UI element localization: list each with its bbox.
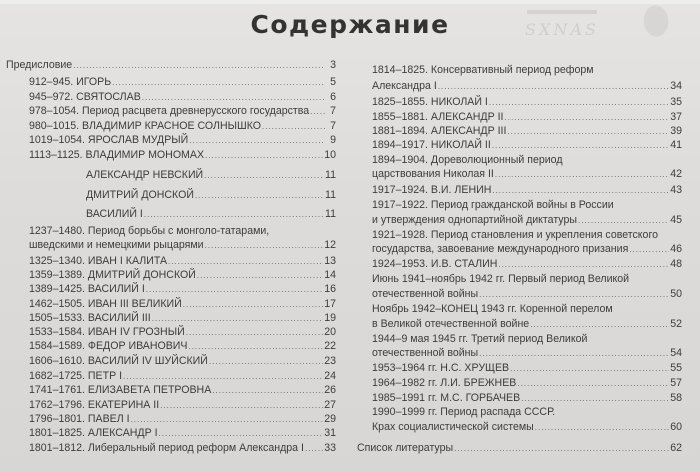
toc-entry [372, 165, 682, 181]
toc-entry-title: 1237–1480. Период борьбы с монголо-татарами, [29, 225, 270, 237]
toc-entry-page-number: 26 [324, 384, 336, 396]
toc-entry-title: 1533–1584. ИВАН IV ГРОЗНЫЙ [29, 326, 185, 338]
toc-entry [29, 131, 336, 147]
toc-entry [372, 77, 682, 93]
toc-entry-page-number: 60 [670, 421, 682, 433]
toc-entry [29, 102, 336, 118]
toc-entry-title: царствования Николая II [372, 168, 494, 180]
toc-entry-page-number: 45 [670, 214, 682, 226]
toc-entry-title: ВАСИЛИЙ I [86, 208, 143, 220]
toc-entry-page-number: 62 [670, 442, 682, 454]
toc-entry-title: 912–945. ИГОРЬ [29, 76, 112, 88]
watermark-text: SXNAS [525, 20, 599, 39]
toc-entry-title: 1389–1425. ВАСИЛИЙ I [29, 283, 145, 295]
dot-leader [144, 209, 324, 221]
toc-entry-title: 1917–1922. Период гражданской войны в России [372, 199, 614, 211]
toc-entry [29, 352, 336, 368]
toc-entry-title: Список литературы [357, 442, 454, 454]
toc-entry-page-number: 9 [330, 134, 336, 146]
dot-leader [535, 422, 669, 434]
toc-entry-page-number: 6 [330, 91, 336, 103]
toc-entry-title: 1796–1801. ПАВЕЛ I [29, 413, 130, 425]
toc-entry-page-number: 11 [325, 169, 336, 181]
toc-entry [357, 439, 682, 455]
toc-entry-title: 1953–1964 гг. Н.С. ХРУЩЕВ [372, 362, 510, 374]
toc-entry-page-number: 42 [670, 168, 682, 180]
toc-entry-page-number: 11 [325, 208, 336, 220]
toc-entry-title: и утверждения однопартийной диктатуры [372, 214, 577, 226]
toc-entry [372, 403, 682, 419]
toc-entry [372, 211, 682, 227]
toc-entry-title: 1825–1855. НИКОЛАЙ I [372, 96, 488, 108]
toc-entry-title: 1894–1917. НИКОЛАЙ II [372, 139, 491, 151]
toc-entry-title: отечественной войны [372, 288, 479, 300]
toc-entry-title: 1881–1894. АЛЕКСАНДР III [372, 125, 507, 137]
toc-entry-title: 1990–1999 гг. Период распада СССР. [372, 406, 556, 418]
toc-entry-page-number: 20 [324, 326, 336, 338]
toc-entry-title: 1113–1125. ВЛАДИМИР МОНОМАХ [29, 149, 205, 161]
toc-entry-title: 1325–1340. ИВАН I КАЛИТА [29, 255, 168, 267]
toc-entry-title: Предисловие [6, 59, 73, 71]
toc-entry-page-number: 46 [670, 243, 682, 255]
toc-entry-title: Июнь 1941–ноябрь 1942 гг. Первый период Великой [372, 273, 630, 285]
toc-entry [372, 136, 682, 152]
dot-leader [305, 443, 323, 455]
toc-entry-page-number: 41 [670, 139, 682, 151]
toc-entry [372, 374, 682, 390]
toc-entry-title: в Великой отечественной войне [372, 318, 530, 330]
toc-entry-title: 1964–1982 гг. Л.И. БРЕЖНЕВ [372, 377, 517, 389]
toc-entry-title: 1985–1991 гг. М.С. ГОРБАЧЕВ [372, 392, 521, 404]
toc-entry-page-number: 3 [330, 59, 336, 71]
toc-entry-page-number: 19 [324, 312, 336, 324]
toc-entry [29, 236, 336, 252]
toc-entry-page-number: 31 [324, 427, 336, 439]
toc-entry-title: 1359–1389. ДМИТРИЙ ДОНСКОЙ [29, 269, 196, 281]
toc-entry-page-number: 58 [670, 392, 682, 404]
page-title: Содержание [250, 10, 450, 39]
toc-entry-page-number: 57 [670, 377, 682, 389]
toc-entry-title: 1921–1928. Период становления и укрепления советского [372, 229, 658, 241]
dot-leader [204, 170, 324, 182]
toc-entry-title: 1917–1924. В.И. ЛЕНИН [372, 184, 492, 196]
toc-entry-title: 1606–1610. ВАСИЛИЙ IV ШУЙСКИЙ [29, 355, 208, 367]
toc-entry-page-number: 14 [324, 269, 336, 281]
toc-entry [29, 146, 336, 162]
toc-entry-title: 1894–1904. Дореволюционный период [372, 154, 563, 166]
toc-entry-title: Ноябрь 1942–КОНЕЦ 1943 гг. Коренной перелом [372, 303, 613, 315]
toc-entry-title: шведскими и немецкими рыцарями [29, 239, 204, 251]
toc-entry [372, 285, 682, 301]
toc-entry [372, 359, 682, 375]
toc-entry-title: Крах социалистической системы [372, 421, 534, 433]
toc-entry [86, 186, 336, 202]
toc-entry [372, 61, 682, 77]
toc-entry [372, 315, 682, 331]
dot-leader [495, 169, 669, 181]
toc-entry-page-number: 33 [324, 442, 336, 454]
toc-entry [372, 344, 682, 360]
toc-entry [29, 381, 336, 397]
toc-entry-page-number: 27 [324, 399, 336, 411]
toc-entry-page-number: 24 [324, 370, 336, 382]
dot-leader [438, 81, 669, 93]
toc-entry-title: 1505–1533. ВАСИЛИЙ III [29, 312, 151, 324]
dot-leader [205, 240, 324, 252]
toc-entry-title: АЛЕКСАНДР НЕВСКИЙ [86, 169, 204, 181]
toc-entry-title: 1855–1881. АЛЕКСАНДР II [372, 111, 504, 123]
toc-entry [372, 93, 682, 109]
dot-leader [195, 190, 324, 202]
toc-entry [372, 418, 682, 434]
toc-entry-title: государства, завоевание международного призания [372, 243, 629, 255]
toc-entry-title: 1814–1825. Консервативный период реформ [372, 64, 594, 76]
toc-entry [372, 270, 682, 286]
toc-entry-page-number: 7 [330, 105, 336, 117]
toc-entry-title: отечественной войны [372, 347, 479, 359]
toc-entry-title: 1762–1796. ЕКАТЕРИНА II [29, 399, 160, 411]
toc-entry [372, 196, 682, 212]
toc-entry-page-number: 7 [330, 120, 336, 132]
toc-entry-title: 1682–1725. ПЕТР I [29, 370, 123, 382]
toc-entry [372, 181, 682, 197]
toc-entry-page-number: 48 [670, 258, 682, 270]
toc-entry-page-number: 37 [670, 111, 682, 123]
toc-entry [29, 280, 336, 296]
toc-entry [29, 337, 336, 353]
toc-entry-title: 1801–1812. Либеральный период реформ Александра I [29, 442, 304, 454]
dot-leader [454, 443, 669, 455]
toc-entry-page-number: 34 [670, 80, 682, 92]
toc-entry-title: 978–1054. Период расцвета древнерусского государства [29, 105, 310, 117]
toc-entry-page-number: 16 [324, 283, 336, 295]
toc-entry-page-number: 5 [330, 76, 336, 88]
toc-entry-title: 1019–1054. ЯРОСЛАВ МУДРЫЙ [29, 134, 189, 146]
toc-entry-page-number: 39 [670, 125, 682, 137]
toc-entry-page-number: 43 [670, 184, 682, 196]
toc-entry-title: 945–972. СВЯТОСЛАВ [29, 91, 141, 103]
toc-entry-page-number: 23 [324, 355, 336, 367]
toc-entry [29, 424, 336, 440]
toc-entry-page-number: 55 [670, 362, 682, 374]
toc-entry-title: 1944–9 мая 1945 гг. Третий период Великой [372, 333, 588, 345]
toc-entry-title: 980–1015. ВЛАДИМИР КРАСНОЕ СОЛНЫШКО [29, 120, 262, 132]
toc-entry [372, 240, 682, 256]
toc-entry [29, 73, 336, 89]
dot-leader [73, 60, 325, 72]
toc-entry-title: Александра I [372, 80, 437, 92]
toc-entry-title: 1924–1953. И.В. СТАЛИН [372, 258, 498, 270]
toc-entry-title: 1462–1505. ИВАН III ВЕЛИКИЙ [29, 298, 182, 310]
toc-entry [86, 205, 336, 221]
toc-entry [372, 300, 682, 316]
toc-entry-page-number: 12 [324, 239, 336, 251]
toc-entry-page-number: 11 [325, 189, 336, 201]
toc-entry-page-number: 29 [324, 413, 336, 425]
toc-entry-title: ДМИТРИЙ ДОНСКОЙ [86, 189, 194, 201]
toc-entry [29, 439, 336, 455]
toc-entry-page-number: 17 [324, 298, 336, 310]
toc-entry [372, 255, 682, 271]
toc-entry [6, 56, 336, 72]
toc-entry-page-number: 52 [670, 318, 682, 330]
toc-entry-page-number: 10 [324, 149, 336, 161]
dot-leader [205, 150, 323, 162]
toc-entry-page-number: 22 [324, 340, 336, 352]
toc-entry-page-number: 54 [670, 347, 682, 359]
toc-entry-title: 1584–1589. ФЕДОР ИВАНОВИЧ [29, 340, 188, 352]
toc-entry-page-number: 50 [670, 288, 682, 300]
toc-entry-page-number: 13 [324, 255, 336, 267]
toc-entry-title: 1741–1761. ЕЛИЗАВЕТА ПЕТРОВНА [29, 384, 212, 396]
toc-entry-title: 1801–1825. АЛЕКСАНДР I [29, 427, 158, 439]
toc-entry-page-number: 35 [670, 96, 682, 108]
toc-entry [86, 166, 336, 182]
